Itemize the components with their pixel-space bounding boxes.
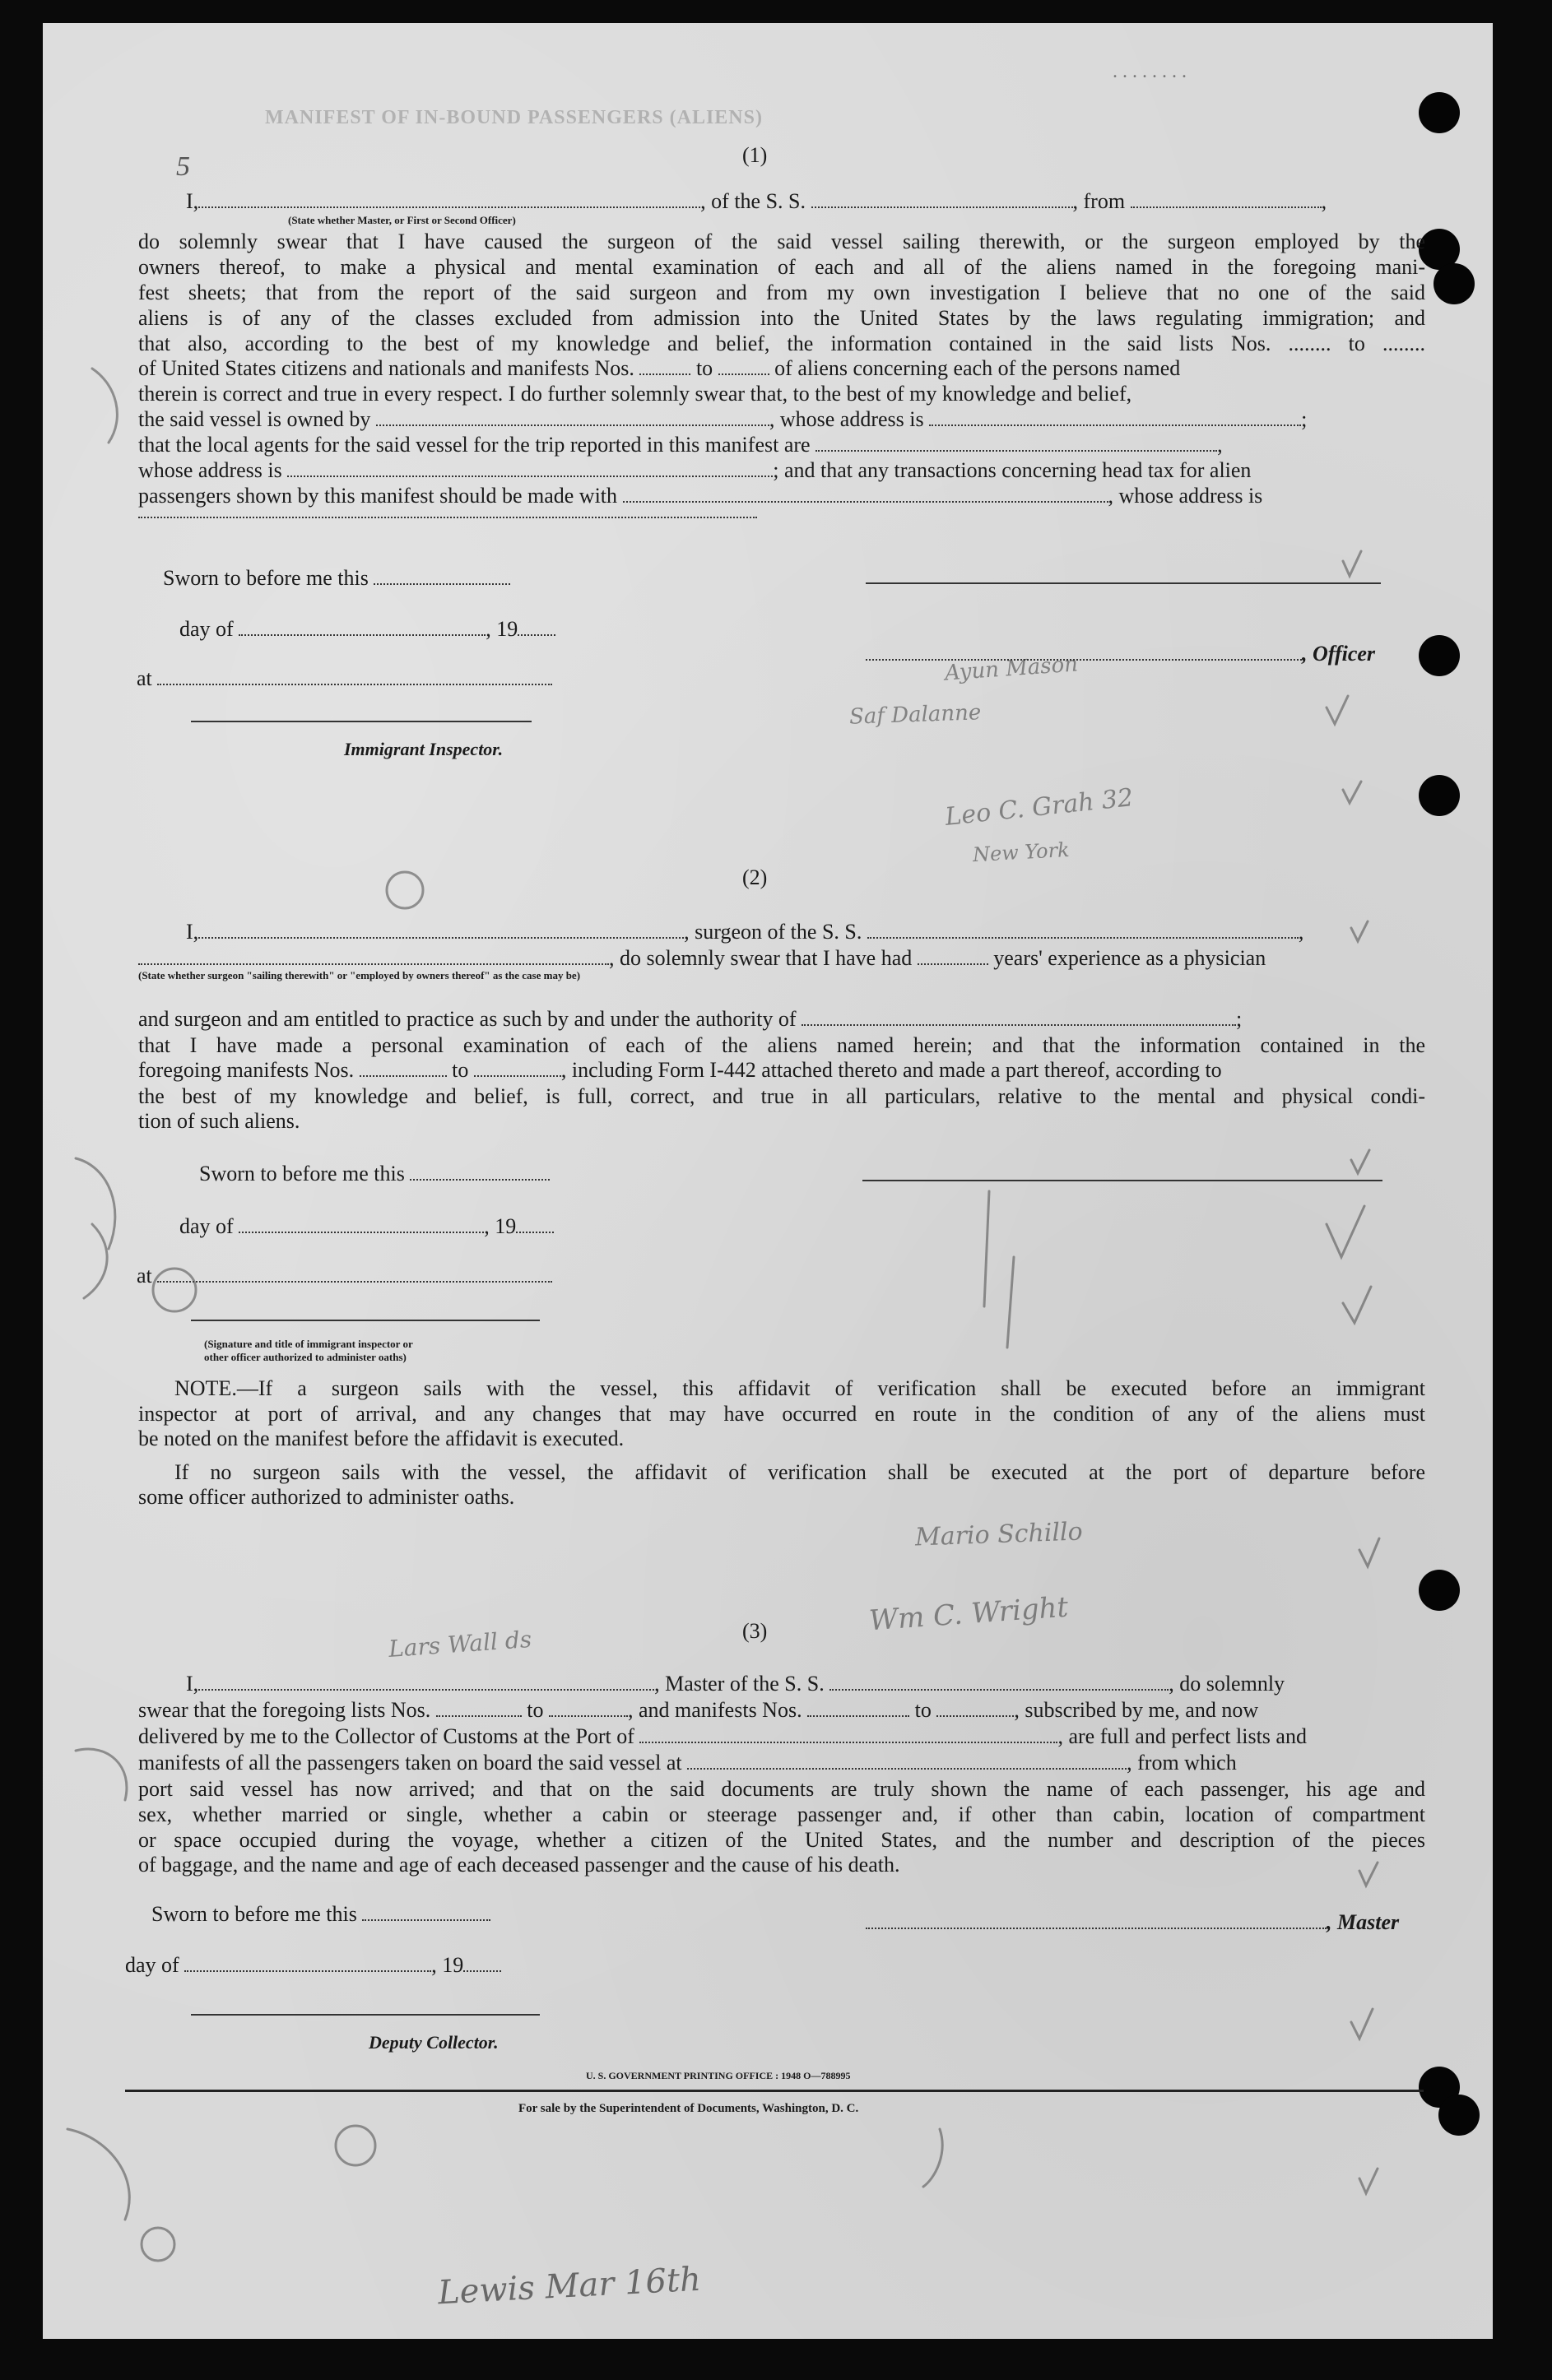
s2-manifests-line: foregoing manifests Nos. to , including Form I-442 attached thereto and made a part thereof, according to	[138, 1058, 1222, 1082]
s3-master-sig-line: , Master	[866, 1910, 1399, 1935]
handwriting-note: Lewis Mar 16th	[437, 2260, 702, 2313]
handwriting-note: Wm C. Wright	[867, 1590, 1070, 1638]
handwriting-note: Leo C. Grah 32	[943, 783, 1135, 832]
s1-inspector-label: Immigrant Inspector.	[344, 739, 504, 759]
s3-passengers-line: manifests of all the passengers taken on board the said vessel at , from which	[138, 1751, 1237, 1775]
section-number: (2)	[742, 865, 768, 889]
page-mark: 5	[176, 151, 190, 182]
s1-at-line: at	[137, 666, 552, 691]
s1-therein-line: therein is correct and true in every respect. I do further solemnly swear that, to the best of my knowledge and belief,	[138, 382, 1132, 406]
s2-surgeon-line: I, , surgeon of the S. S. ,	[186, 920, 1304, 944]
faded-header: MANIFEST OF IN-BOUND PASSENGERS (ALIENS)	[265, 107, 763, 128]
s1-sworn-label: Sworn to before me this	[163, 566, 510, 591]
s2-authority-line: and surgeon and am entitled to practice as such by and under the authority of ;	[138, 1007, 1243, 1031]
s3-collector-line: delivered by me to the Collector of Customs at the Port of , are full and perfect lists and	[138, 1724, 1307, 1748]
note-paragraph: NOTE.—If a surgeon sails with the vessel, this affidavit of verification shall be executed before an immigrant inspector at port of arrival, and any changes that may have occurred en route in the condition of any of the aliens must	[138, 1376, 1425, 1426]
s2-sworn-label: Sworn to before me this	[199, 1162, 550, 1186]
s3-paragraph: port said vessel has now arrived; and that on the said documents are truly shown the name of each passenger, his age and sex, whether married or single, whether a cabin or steerage passenger and, if other than cabin, location of compartment or space occupied during the voyage, whether a citizen of the United States, and the number and description of the pieces	[138, 1777, 1425, 1852]
s1-officer-line: , Officer	[866, 642, 1375, 666]
note-line-5: some officer authorized to administer oaths.	[138, 1485, 515, 1509]
handwriting-note: Saf Dalanne	[848, 700, 982, 730]
handwriting-note: Mario Schillo	[914, 1517, 1084, 1552]
s1-agents-line: that the local agents for the said vessel for the trip reported in this manifest are ,	[138, 433, 1223, 457]
s3-baggage-line: of baggage, and the name and age of each deceased passenger and the cause of his death.	[138, 1853, 900, 1877]
section-number: (1)	[742, 143, 768, 167]
note-line-3: be noted on the manifest before the affidavit is executed.	[138, 1427, 625, 1450]
s1-head-tax-line: passengers shown by this manifest should be made with , whose address is	[138, 484, 1263, 508]
s3-sworn-label: Sworn to before me this	[151, 1902, 490, 1927]
note-paragraph-2: If no surgeon sails with the vessel, the affidavit of verification shall be executed at the port of departure before	[174, 1460, 1425, 1484]
sale-line: For sale by the Superintendent of Documents, Washington, D. C.	[518, 2102, 859, 2115]
s1-address-line: whose address is ; and that any transactions concerning head tax for alien	[138, 458, 1252, 482]
s2-paragraph: that I have made a personal examination of each of the aliens named herein; and that the information contained in the	[138, 1033, 1425, 1057]
s2-day-of-line: day of , 19	[179, 1214, 554, 1239]
s2-paragraph-end: the best of my knowledge and belief, is full, correct, and true in all particulars, relative to the mental and physical condi-	[138, 1084, 1425, 1108]
faded-top-marks: . . . . . . . .	[1113, 61, 1187, 82]
s2-sig-note-2: other officer authorized to administer oaths)	[204, 1351, 407, 1363]
s2-aliens-line: tion of such aliens.	[138, 1109, 300, 1133]
gpo-line: U. S. GOVERNMENT PRINTING OFFICE : 1948 O—788995	[586, 2070, 851, 2081]
s3-day-of-line: day of , 19	[125, 1953, 501, 1978]
s1-owned-line: the said vessel is owned by , whose address is ;	[138, 407, 1308, 431]
s1-sub-note: (State whether Master, or First or Second Officer)	[288, 214, 516, 226]
handwritten-marks	[43, 23, 1493, 2339]
s2-at-line: at	[137, 1264, 552, 1288]
s1-master-line: I, , of the S. S. , from ,	[186, 189, 1327, 213]
s1-day-of-line: day of , 19	[179, 617, 555, 642]
s1-paragraph: do solemnly swear that I have caused the surgeon of the said vessel sailing therewith, or the surgeon employed by the owners thereof, to make a physical and mental examination of each and all of the aliens named in the foregoing mani- fest sheets; that from the report of the said surgeon and from my own investigation I believe that no one of the said aliens is of any of the classes excluded from admission into the United States by the laws regulating immigration; and that also, according to the best of my knowledge and belief, the information contained in the said lists Nos. ........ to ........	[138, 230, 1425, 355]
s2-sub-note: (State whether surgeon "sailing therewith" or "employed by owners thereof" as the case may be)	[138, 969, 581, 981]
handwriting-note: New York	[972, 837, 1071, 867]
s2-experience-line: , do solemnly swear that I have had years' experience as a physician	[138, 946, 1266, 971]
handwriting-note: Ayun Mason	[944, 652, 1079, 686]
handwriting-note: Lars Wall ds	[388, 1625, 533, 1663]
s1-manifests-line: of United States citizens and nationals and manifests Nos. to of aliens concerning each of the persons named	[138, 356, 1181, 380]
section-number: (3)	[742, 1619, 768, 1643]
document-page	[43, 23, 1493, 2339]
s2-sig-note-1: (Signature and title of immigrant inspector or	[204, 1338, 413, 1350]
s3-master-line: I, , Master of the S. S. , do solemnly	[186, 1672, 1285, 1696]
s3-collector-label: Deputy Collector.	[369, 2032, 499, 2053]
s3-lists-line: swear that the foregoing lists Nos. to , and manifests Nos. to , subscribed by me, and now	[138, 1698, 1259, 1722]
